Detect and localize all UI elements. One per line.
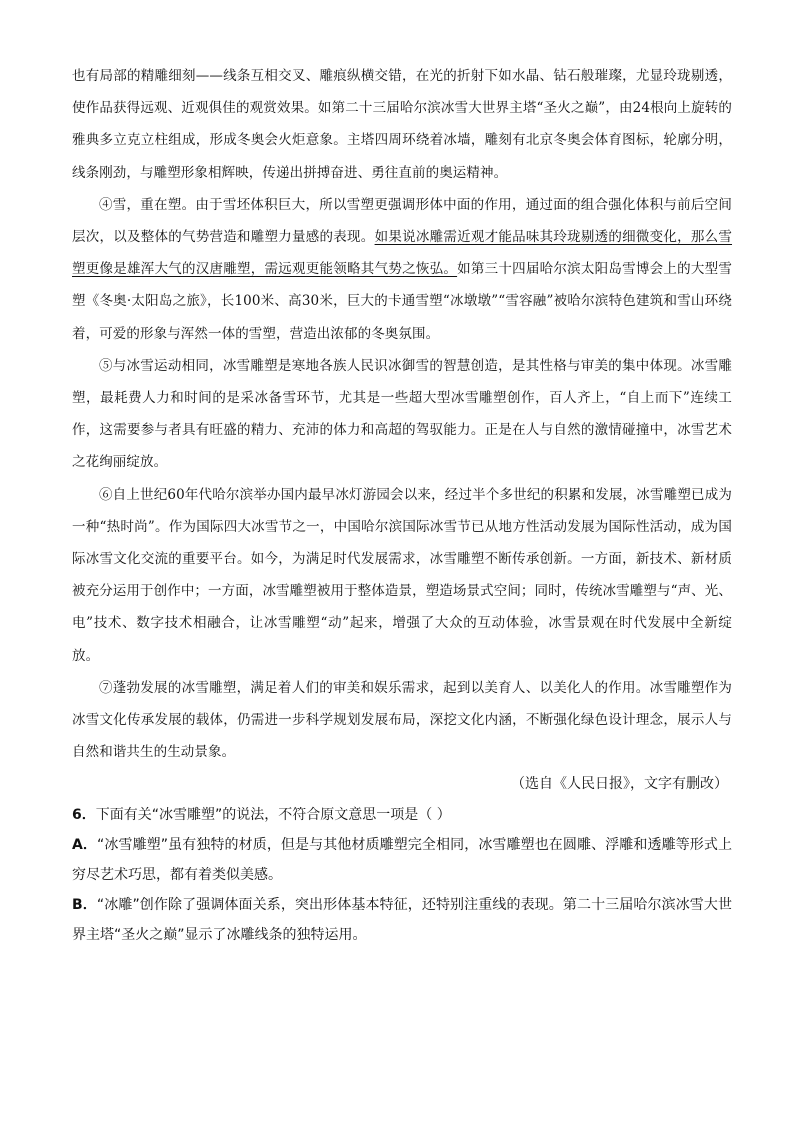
option-a xyxy=(72,830,732,890)
paragraph-7: ⑦蓬勃发展的冰雪雕塑，满足着人们的审美和娱乐需求，起到以美育人、以美化人的作用。冰雪雕塑作为冰雪文化传承发展的载体，仍需进一步科学规划发展布局，深挖文化内涵，不断强化绿色设计理念，展示人与自然和谐共生的生动景象。 xyxy=(72,679,732,761)
paragraph-4-underlined-sentence: 如果说冰雕需近观才能品味其玲珑剔透的细微变化，那么雪塑更像是雄浑大气的汉唐雕塑，需远观更能领略其气势之恢弘。 xyxy=(72,229,733,278)
paragraph-5: ⑤与冰雪运动相同，冰雪雕塑是寒地各族人民识冰御雪的智慧创造，是其性格与审美的集中体现。冰雪雕塑，最耗费人力和时间的是采冰备雪环节，尤其是一些超大型冰雪雕塑创作，百人齐上，“自上而下”连续工作，这需要参与者具有旺盛的精力、充沛的体力和高超的驾驭能力。正是在人与自然的激情碰撞中，冰雪艺术之花绚丽绽放。 xyxy=(72,357,732,471)
paragraph-4-end: 如第三十四届哈尔滨太阳岛雪博会上的大型雪塑《冬奥·太阳岛之旅》，长100米、高30米，巨大的卡通雪塑“冰墩墩”“雪容融”被哈尔滨特色建筑和雪山环绕着，可爱的形象与浑然一体的雪塑，营造出浓郁的冬奥氛围。 xyxy=(72,261,732,342)
question-stem: 下面有关“冰雪雕塑”的说法，不符合原文意思一项是（ ） xyxy=(95,807,451,824)
question-6 xyxy=(72,800,732,830)
paragraph-6: ⑥自上世纪60年代哈尔滨举办国内最早冰灯游园会以来，经过半个多世纪的积累和发展，冰雪雕塑已成为一种“热时尚”。作为国际四大冰雪节之一，中国哈尔滨国际冰雪节已从地方性活动发展为国际性活动，成为国际冰雪文化交流的重要平台。如今，为满足时代发展需求，冰雪雕塑不断传承创新。一方面，新技术、新材质被充分运用于创作中；一方面，冰雪雕塑被用于整体造景，塑造场景式空间；同时，传统冰雪雕塑与“声、光、电”技术、数字技术相融合，让冰雪雕塑“动”起来，增强了大众的互动体验，冰雪景观在时代发展中全新绽放。 xyxy=(72,486,732,664)
paragraph-3-continued: 也有局部的精雕细刻——线条互相交叉、雕痕纵横交错，在光的折射下如水晶、钻石般璀璨，尤显玲珑剔透，使作品获得远观、近观俱佳的观赏效果。如第二十三届哈尔滨冰雪大世界主塔“圣火之巅”，由24根向上旋转的雅典多立克立柱组成，形成冬奥会火炬意象。主塔四周环绕着冰墙，雕刻有北京冬奥会体育图标，轮廓分明，线条刚劲，与雕塑形象相辉映，传递出拼搏奋进、勇往直前的奥运精神。 xyxy=(72,68,732,181)
option-text: “冰雕”创作除了强调体面关系，突出形体基本特征，还特别注重线的表现。第二十三届哈尔滨冰雪大世界主塔“圣火之巅”显示了冰雕线条的独特运用。 xyxy=(72,897,733,944)
option-letter: A． xyxy=(72,837,98,854)
source-citation: （选自《人民日报》，文字有删改） xyxy=(511,776,728,793)
option-letter: B． xyxy=(72,897,97,914)
paragraph-4-start: ④雪，重在塑。由于雪坯体积巨大，所以雪塑更强调形体中面的作用，通过面的组合强化体积与前后空间层次，以及整体的气势营造和雕塑力量感的表现。 xyxy=(72,196,732,246)
option-b xyxy=(72,890,732,950)
option-text: “冰雪雕塑”虽有独特的材质，但是与其他材质雕塑完全相同，冰雪雕塑也在圆雕、浮雕和透雕等形式上穷尽艺术巧思，都有着类似美感。 xyxy=(72,837,732,884)
paragraph-4 xyxy=(72,189,732,350)
question-number: 6． xyxy=(72,807,96,824)
article-page xyxy=(72,60,732,950)
